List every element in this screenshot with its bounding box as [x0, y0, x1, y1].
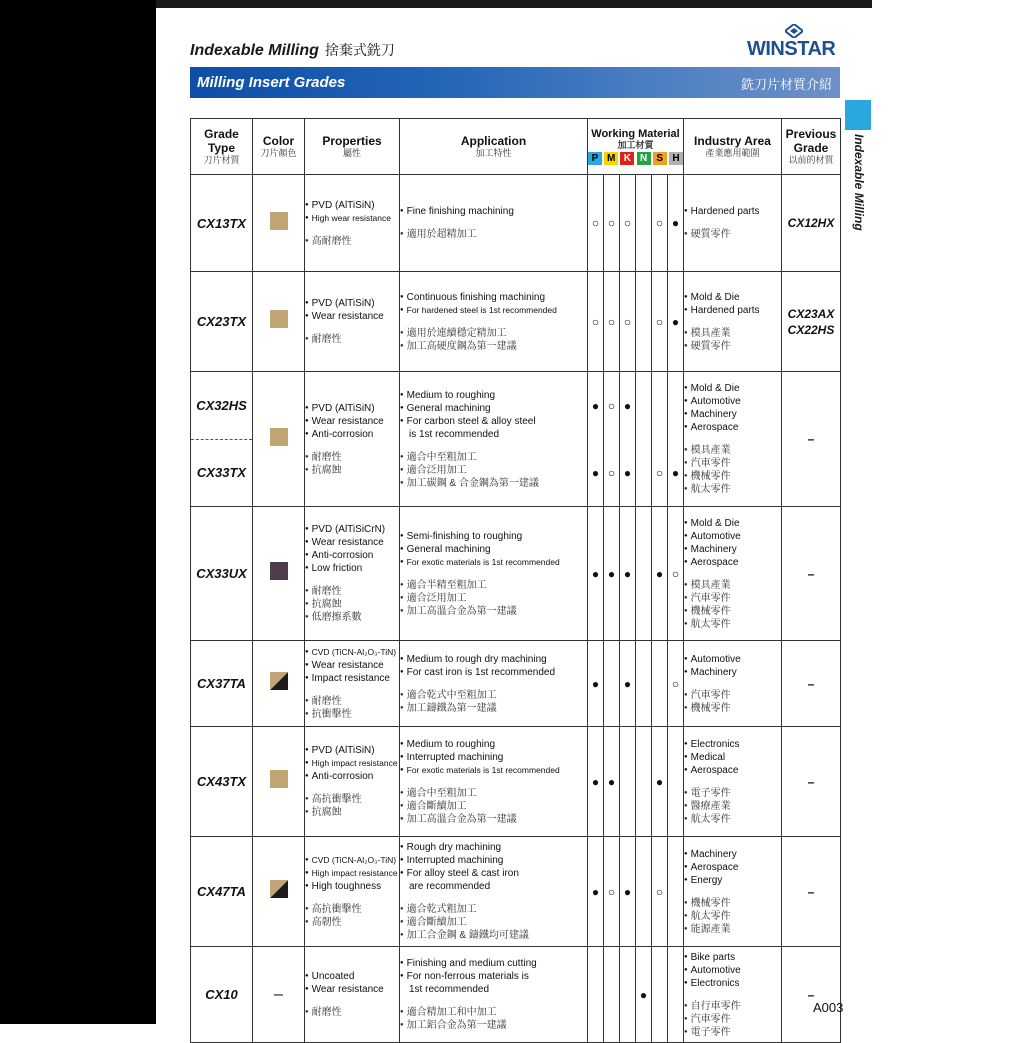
list-item: ● Automotive — [684, 964, 781, 977]
list-item: ● 機械零件 — [684, 605, 781, 618]
list-item: ● 航太零件 — [684, 813, 781, 826]
previous-grade-value: – — [807, 432, 815, 446]
list-item: ● Machinery — [684, 666, 781, 679]
material-cell: ○ — [652, 175, 668, 272]
material-cell — [636, 507, 652, 641]
previous-grade-value: – — [807, 884, 815, 899]
color-cell — [253, 837, 305, 947]
list-item: ● For cast iron is 1st recommended — [400, 666, 587, 679]
material-cell: ○ — [652, 272, 668, 372]
logo-mark-icon — [785, 24, 803, 38]
material-p: P — [588, 152, 602, 165]
material-k: K — [620, 152, 634, 165]
previous-grade-value: CX12HX — [787, 216, 835, 230]
list-item: ● Aerospace — [684, 861, 781, 874]
properties-cell — [305, 727, 400, 837]
list-item: ● 電子零件 — [684, 787, 781, 800]
color-cell — [253, 947, 305, 1043]
col-working-material: Working Material 加工材質 P M K N S H — [588, 119, 684, 175]
table-row — [191, 175, 841, 272]
application-cell — [400, 175, 588, 272]
material-cell: ● — [588, 837, 604, 947]
list-item: ● Wear resistance — [305, 659, 399, 672]
list-item: are recommended — [409, 881, 491, 892]
material-cell — [636, 175, 652, 272]
list-item: ● Fine finishing machining — [400, 205, 587, 218]
list-item: ● General machining — [400, 543, 587, 556]
material-cell: ○ — [668, 641, 684, 727]
list-item: ● 模具產業 — [684, 579, 781, 592]
list-item: ● 加工鋁合金為第一建議 — [400, 1019, 587, 1032]
list-item: ● 抗腐蝕 — [305, 806, 399, 819]
grade-divider — [191, 439, 252, 440]
col-industry-area: Industry Area 產業應用範圍 — [684, 119, 782, 175]
material-cell: ○ — [604, 272, 620, 372]
list-item: ● Mold & Die — [684, 517, 781, 530]
material-cell: ● — [620, 507, 636, 641]
list-item: ● Continuous finishing machining — [400, 291, 587, 304]
list-item: ● 電子零件 — [684, 1026, 781, 1039]
application-cell — [400, 641, 588, 727]
list-item: ● Semi-finishing to roughing — [400, 530, 587, 543]
material-legend — [588, 152, 683, 165]
material-cell — [652, 947, 668, 1043]
previous-grade-cell — [782, 947, 844, 1043]
list-item: ● Low friction — [305, 562, 399, 575]
industry-cell — [684, 272, 782, 372]
material-s: S — [653, 152, 667, 165]
color-none: – — [274, 985, 283, 1003]
col-color: Color 刀片顏色 — [253, 119, 305, 175]
grade-cell: CX13TX — [191, 175, 253, 272]
title-en: Indexable Milling — [190, 42, 319, 59]
list-item: ● 耐磨性 — [305, 333, 399, 346]
list-item: ● 耐磨性 — [305, 1006, 399, 1019]
color-swatch — [270, 212, 288, 230]
list-item: ● Anti-corrosion — [305, 549, 399, 562]
list-item: ● Energy — [684, 874, 781, 887]
material-mark — [636, 442, 651, 504]
material-h: H — [669, 152, 683, 165]
material-cell: ○ — [668, 507, 684, 641]
material-cell: ○ — [604, 175, 620, 272]
list-item: ● 加工碳鋼 & 合金鋼為第一建議 — [400, 477, 587, 490]
list-item: ● 加工鑄鐵為第一建議 — [400, 702, 587, 715]
list-item: ● Interrupted machining — [400, 751, 587, 764]
material-cell — [668, 372, 684, 507]
table-row — [191, 727, 841, 837]
list-item: ● 能源產業 — [684, 923, 781, 936]
previous-grade-cell — [782, 272, 841, 372]
grade-cell: CX10 — [191, 947, 253, 1043]
list-item: ● 汽車零件 — [684, 592, 781, 605]
material-cell: ○ — [652, 837, 668, 947]
list-item: ● Medium to roughing — [400, 389, 587, 402]
list-item: ● 模具產業 — [684, 327, 781, 340]
list-item: ● Electronics — [684, 738, 781, 751]
previous-grade-value: – — [807, 774, 815, 789]
list-item: ● 適合斷續加工 — [400, 800, 587, 813]
list-item: ● 適合斷續加工 — [400, 916, 587, 929]
grade-cell: CX47TA — [191, 837, 253, 947]
section-banner — [190, 67, 840, 98]
material-mark: ● — [591, 465, 600, 480]
list-item: ● Mold & Die — [684, 291, 781, 304]
material-cell: ● — [636, 947, 652, 1043]
list-item: ● Hardened parts — [684, 205, 781, 218]
list-item: ● 航太零件 — [684, 483, 781, 496]
table-row — [191, 372, 841, 507]
list-item: ● Aerospace — [684, 764, 781, 777]
material-cell: ○ — [620, 175, 636, 272]
list-item: ● For exotic materials is 1st recommended — [400, 764, 587, 777]
list-item: ● 適合中至粗加工 — [400, 787, 587, 800]
material-cell — [604, 372, 620, 507]
industry-cell — [684, 507, 782, 641]
list-item: ● 適合乾式粗加工 — [400, 903, 587, 916]
list-item: ● 機械零件 — [684, 897, 781, 910]
banner-title-en: Milling Insert Grades — [197, 74, 346, 91]
material-mark: ● — [591, 398, 600, 413]
list-item: ● Mold & Die — [684, 382, 781, 395]
material-cell: ● — [652, 727, 668, 837]
side-tab-label: Indexable Milling — [852, 134, 866, 231]
list-item: ● 高耐磨性 — [305, 235, 399, 248]
list-item: ● 適合乾式中至粗加工 — [400, 689, 587, 702]
page-title — [190, 40, 395, 60]
list-item: ● 高抗衝擊性 — [305, 793, 399, 806]
list-item: ● PVD (AlTiSiN) — [305, 744, 399, 757]
material-cell: ● — [620, 641, 636, 727]
color-cell — [253, 175, 305, 272]
list-item: ● Wear resistance — [305, 536, 399, 549]
list-item: ● For carbon steel & alloy steel — [400, 415, 587, 428]
material-cell: ● — [588, 727, 604, 837]
page-number: A003 — [813, 1000, 844, 1015]
previous-grade-value: CX23AX — [787, 306, 835, 321]
material-cell: ○ — [620, 272, 636, 372]
list-item: ● 醫療產業 — [684, 800, 781, 813]
list-item: ● Aerospace — [684, 556, 781, 569]
color-cell — [253, 727, 305, 837]
logo-text: WINSTAR — [747, 38, 836, 60]
table-row — [191, 947, 841, 1043]
list-item: ● Machinery — [684, 408, 781, 421]
list-item: ● Automotive — [684, 530, 781, 543]
list-item: ● Impact resistance — [305, 672, 399, 685]
color-cell — [253, 507, 305, 641]
list-item: ● 自行車零件 — [684, 1000, 781, 1013]
list-item: ● Interrupted machining — [400, 854, 587, 867]
list-item: ● For non-ferrous materials is — [400, 970, 587, 983]
grade-cell — [191, 372, 253, 507]
material-mark — [636, 375, 651, 437]
previous-grade-value: CX22HS — [787, 322, 835, 337]
list-item: ● Finishing and medium cutting — [400, 957, 587, 970]
industry-cell — [684, 727, 782, 837]
previous-grade-cell — [782, 641, 841, 727]
list-item: ● Rough dry machining — [400, 841, 587, 854]
material-cell: ● — [620, 837, 636, 947]
list-item: ● 航太零件 — [684, 618, 781, 631]
properties-cell — [305, 837, 400, 947]
application-cell — [400, 272, 588, 372]
list-item: ● Anti-corrosion — [305, 428, 399, 441]
list-item: ● 機械零件 — [684, 702, 781, 715]
grade-cell: CX43TX — [191, 727, 253, 837]
list-item: ● Automotive — [684, 395, 781, 408]
material-cell — [636, 641, 652, 727]
previous-grade-cell — [782, 372, 841, 507]
top-frame — [156, 0, 872, 8]
list-item: ● Machinery — [684, 543, 781, 556]
list-item: ● 抗腐蝕 — [305, 464, 399, 477]
material-mark: ○ — [655, 465, 664, 480]
list-item: 1st recommended — [409, 984, 490, 995]
list-item: ● CVD (TiCN-Al₂O₃-TiN) — [305, 646, 399, 659]
col-application: Application 加工特性 — [400, 119, 588, 175]
list-item: ● Aerospace — [684, 421, 781, 434]
material-cell — [588, 947, 604, 1043]
list-item: ● Medical — [684, 751, 781, 764]
list-item: ● PVD (AlTiSiN) — [305, 297, 399, 310]
material-cell — [620, 372, 636, 507]
list-item: ● 低磨擦系數 — [305, 611, 399, 624]
industry-cell — [684, 837, 782, 947]
properties-cell — [305, 507, 400, 641]
list-item: ● 汽車零件 — [684, 689, 781, 702]
previous-grade-value: – — [807, 566, 815, 581]
material-mark — [668, 375, 683, 437]
list-item: ● 汽車零件 — [684, 1013, 781, 1026]
material-cell — [668, 947, 684, 1043]
list-item: ● 高韌性 — [305, 916, 399, 929]
application-cell — [400, 947, 588, 1043]
list-item: ● PVD (AlTiSiN) — [305, 402, 399, 415]
industry-cell — [684, 641, 782, 727]
list-item: ● High impact resistance — [305, 757, 399, 770]
industry-cell — [684, 175, 782, 272]
list-item: ● 適合精加工和中加工 — [400, 1006, 587, 1019]
grade-name: CX32HS — [196, 397, 247, 413]
list-item: ● PVD (AlTiSiN) — [305, 199, 399, 212]
list-item: ● 適用於連續穩定精加工 — [400, 327, 587, 340]
material-cell — [636, 272, 652, 372]
list-item: ● High impact resistance — [305, 867, 399, 880]
material-cell: ● — [668, 272, 684, 372]
list-item: ● 耐磨性 — [305, 695, 399, 708]
properties-cell — [305, 175, 400, 272]
material-m: M — [604, 152, 618, 165]
list-item: ● For hardened steel is 1st recommended — [400, 304, 587, 317]
list-item: ● Anti-corrosion — [305, 770, 399, 783]
list-item: ● 加工高硬度鋼為第一建議 — [400, 340, 587, 353]
list-item: ● 硬質零件 — [684, 340, 781, 353]
color-swatch — [270, 310, 288, 328]
previous-grade-cell — [782, 507, 841, 641]
col-grade-type: Grade Type 刀片材質 — [191, 119, 253, 175]
list-item: ● 耐磨性 — [305, 585, 399, 598]
list-item: ● Bike parts — [684, 951, 781, 964]
list-item: ● Electronics — [684, 977, 781, 990]
table-body — [191, 175, 844, 1043]
color-cell — [253, 272, 305, 372]
properties-cell — [305, 372, 400, 507]
list-item: ● 適合泛用加工 — [400, 592, 587, 605]
list-item: ● 適合泛用加工 — [400, 464, 587, 477]
list-item: ● For exotic materials is 1st recommended — [400, 556, 587, 569]
material-mark — [652, 375, 667, 437]
material-cell — [636, 837, 652, 947]
application-cell — [400, 727, 588, 837]
color-swatch — [270, 428, 288, 446]
previous-grade-cell — [782, 837, 841, 947]
color-swatch — [270, 672, 288, 690]
material-cell — [636, 372, 652, 507]
grade-cell: CX23TX — [191, 272, 253, 372]
material-cell: ○ — [588, 175, 604, 272]
list-item: ● 適合中至粗加工 — [400, 451, 587, 464]
list-item: ● 硬質零件 — [684, 228, 781, 241]
material-n: N — [637, 152, 651, 165]
col-previous-grade: Previous Grade 以前的材質 — [782, 119, 841, 175]
grade-cell: CX37TA — [191, 641, 253, 727]
list-item: ● Wear resistance — [305, 415, 399, 428]
list-item: ● PVD (AlTiSiCrN) — [305, 523, 399, 536]
list-item: ● Hardened parts — [684, 304, 781, 317]
list-item: ● Uncoated — [305, 970, 399, 983]
list-item: ● Medium to rough dry machining — [400, 653, 587, 666]
banner-title-zh: 銑刀片材質介紹 — [740, 77, 832, 92]
material-cell — [620, 727, 636, 837]
table-row — [191, 507, 841, 641]
list-item: ● 適用於超精加工 — [400, 228, 587, 241]
list-item: ● For alloy steel & cast iron — [400, 867, 587, 880]
col-properties: Properties 屬性 — [305, 119, 400, 175]
material-cell — [636, 727, 652, 837]
list-item: ● 機械零件 — [684, 470, 781, 483]
list-item: ● Machinery — [684, 848, 781, 861]
table-row — [191, 837, 841, 947]
previous-grade-cell — [782, 727, 841, 837]
material-cell — [668, 837, 684, 947]
color-cell — [253, 372, 305, 507]
grade-name-2: CX33TX — [196, 464, 247, 480]
color-swatch — [270, 770, 288, 788]
material-cell — [604, 641, 620, 727]
color-cell — [253, 641, 305, 727]
material-cell — [620, 947, 636, 1043]
material-cell: ● — [588, 641, 604, 727]
list-item: ● General machining — [400, 402, 587, 415]
material-mark: ● — [671, 465, 680, 480]
list-item: ● 抗衝擊性 — [305, 708, 399, 721]
table-row — [191, 272, 841, 372]
previous-grade-value: – — [807, 987, 815, 1002]
list-item: ● High wear resistance — [305, 212, 399, 225]
color-swatch — [270, 562, 288, 580]
list-item: ● Automotive — [684, 653, 781, 666]
list-item: ● Wear resistance — [305, 983, 399, 996]
material-cell — [668, 727, 684, 837]
material-cell: ○ — [604, 837, 620, 947]
list-item: ● 耐磨性 — [305, 451, 399, 464]
list-item: ● Wear resistance — [305, 310, 399, 323]
material-cell: ● — [652, 507, 668, 641]
properties-cell — [305, 272, 400, 372]
color-swatch — [270, 880, 288, 898]
application-cell — [400, 507, 588, 641]
previous-grade-cell — [782, 175, 841, 272]
list-item: ● 汽車零件 — [684, 457, 781, 470]
list-item: ● 高抗衝擊性 — [305, 903, 399, 916]
list-item: ● 模具產業 — [684, 444, 781, 457]
list-item: ● 航太零件 — [684, 910, 781, 923]
material-cell: ● — [604, 727, 620, 837]
table-row — [191, 641, 841, 727]
list-item: ● 加工高溫合金為第一建議 — [400, 813, 587, 826]
list-item: ● 抗腐蝕 — [305, 598, 399, 611]
previous-grade-value: – — [807, 676, 815, 691]
material-cell: ● — [668, 175, 684, 272]
application-cell — [400, 372, 588, 507]
application-cell — [400, 837, 588, 947]
material-cell: ● — [604, 507, 620, 641]
material-cell: ○ — [588, 272, 604, 372]
list-item: is 1st recommended — [409, 428, 500, 440]
list-item: ● 適合半精至粗加工 — [400, 579, 587, 592]
grades-table — [190, 118, 844, 1043]
list-item: ● Medium to roughing — [400, 738, 587, 751]
material-cell: ● — [588, 507, 604, 641]
list-item: ● CVD (TiCN-Al₂O₃-TiN) — [305, 854, 399, 867]
material-mark: ○ — [607, 398, 616, 413]
properties-cell — [305, 947, 400, 1043]
material-cell — [604, 947, 620, 1043]
list-item: ● 加工高溫合金為第一建議 — [400, 605, 587, 618]
industry-cell — [684, 372, 782, 507]
material-cell — [652, 372, 668, 507]
side-tab-marker — [845, 100, 871, 130]
left-frame — [0, 0, 156, 1024]
table-header-row — [191, 119, 841, 175]
material-mark: ● — [623, 465, 632, 480]
grade-cell: CX33UX — [191, 507, 253, 641]
material-mark: ● — [623, 398, 632, 413]
material-cell — [588, 372, 604, 507]
list-item: ● High toughness — [305, 880, 399, 893]
material-mark: ○ — [607, 465, 616, 480]
properties-cell — [305, 641, 400, 727]
list-item: ● 加工合金鋼 & 鑄鐵均可建議 — [400, 929, 587, 942]
industry-cell — [684, 947, 782, 1043]
winstar-logo — [745, 24, 841, 60]
title-zh: 捨棄式銑刀 — [324, 42, 395, 58]
material-cell — [652, 641, 668, 727]
